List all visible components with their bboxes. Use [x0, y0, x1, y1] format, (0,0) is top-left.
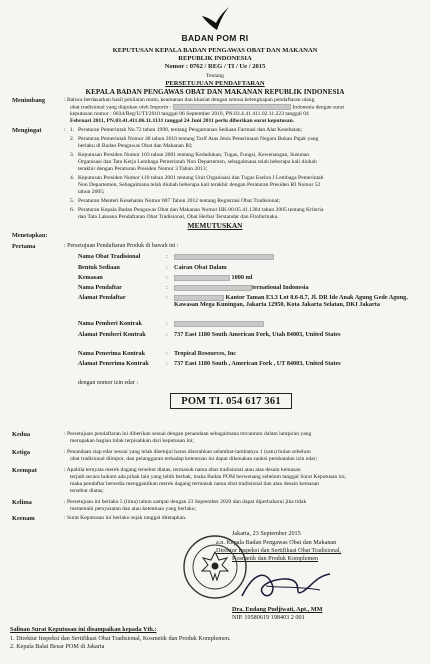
sign-an: a.n. Kepala Badan Pengawas Obat dan Makanan [216, 539, 337, 546]
memutuskan-heading: MEMUTUSKAN [187, 221, 243, 230]
mengingat-num-1: 1. [70, 127, 75, 133]
mengingat-item-6: Peraturan Kepala Badan Pengawas Obat dan Makanan Nomor HK.00.05.41.1384 tahun 2005 tentang Kriteria dan Tata Laksana Pendaftaran Obat Tradisional, Obat Herbal Terstandar dan Fitofarmaka. [78, 207, 324, 220]
mengingat-num-2: 2. [70, 136, 75, 142]
keempat-text: : Apabila ternyata merek dagang tersebut diatas, termasuk nama obat tradisional atau atas desain kemasan terjadi secara hukum ada pihak lain yang lebih berhak, maka Badan POM berwenang sebelum tanggal Surat Keputusan ini, maka pendaftar bersedia menggantikan merek dagang termasuk nama obat tradisional dan atau desain kemasan tersebut diatas; [64, 467, 347, 494]
redacted-registrant [174, 285, 252, 291]
menimbang-label: Menimbang [12, 97, 46, 104]
title-line2: REPUBLIK INDONESIA [178, 55, 252, 62]
sign-dept1: Direktur Inspeksi dan Sertifikasi Obat Tradisional, [216, 547, 342, 554]
decree-subject: PERSETUJUAN PENDAFTARAN [165, 80, 265, 87]
keenam-label: Keenam [12, 515, 35, 522]
decree-number: Nomor : 0762 / REG / TI / Ue / 2015 [164, 63, 266, 70]
kedua-text: : Persetujuan pendaftaran ini diberikan sesuai dengan penandaan sebagaimana tercantum dalam lampiran yang merupakan bagian tidak terpisahkan dari keputusan ini; [64, 431, 312, 444]
decree-authority: KEPALA BADAN PENGAWAS OBAT DAN MAKANAN REPUBLIK INDONESIA [85, 88, 345, 96]
tentang-label: Tentang [206, 73, 224, 79]
redacted-address [174, 295, 224, 301]
menimbang-text-c: keputusan nomor : 0034/Reg/U/TI/2010 tanggal 06 September 2010, PN.03.4.41.411.02.11.223 tanggal 04 [70, 111, 309, 117]
keempat-label: Keempat [12, 467, 37, 474]
field-label-nama-pendaftar: Nama Pendaftar [78, 284, 122, 291]
menimbang-text-d: Februari 2011, PN.03.41.411.06.11.1131 tanggal 24 Juni 2011 perlu diberikan surat keputusan. [70, 118, 295, 124]
title-line1: KEPUTUSAN KEPALA BADAN PENGAWAS OBAT DAN MAKANAN [112, 47, 318, 54]
mengingat-num-3: 3. [70, 152, 75, 158]
mengingat-item-1: Peraturan Pemerintah No.72 tahun 1998, tentang Pengamanan Sediaan Farmasi dan Alat Kesehatan; [78, 127, 303, 133]
mengingat-item-5: Peraturan Menteri Kesehatan Nomor 007 Tahun 2012 tentang Registrasi Obat Tradisional; [78, 198, 281, 204]
sign-nip: NIP. 19580619 198403 2 001 [232, 614, 305, 621]
menetapkan-label: Menetapkan: [12, 232, 48, 239]
field-value-penerima-kontrak: Tropical Resources, Inc [174, 350, 237, 357]
kelima-text: : Persetujuan ini berlaku 5 (lima) tahun sampai dengan 23 September 2020 dan dapat diperbaharui jika tidak memenuhi persyaratan dan atau ketentuan yang berlaku; [64, 499, 307, 512]
field-label-nama-obat: Nama Obat Tradisional [78, 253, 141, 260]
field-label-kemasan: Kemasan [78, 274, 103, 281]
sign-dept2: Kosmetik dan Produk Komplemen [232, 555, 319, 562]
ketiga-label: Ketiga [12, 449, 31, 456]
keenam-text: : Surat Keputusan ini berlaku sejak tanggal ditetapkan. [64, 515, 187, 521]
menimbang-text-b: obat tradisional yang diajukan oleh Importir : Indonesia dengan surat [70, 104, 344, 111]
field-label-alamat-penerima: Alamat Penerima Kontrak [78, 360, 149, 367]
pertama-label: Pertama [12, 243, 36, 250]
sign-place-date: Jakarta, 23 September 2015 [232, 530, 301, 537]
kedua-label: Kedua [12, 431, 31, 438]
footer-item-1: 1. Direktur Inspeksi dan Sertifikasi Obat Tradisional, Kosmetik dan Produk Komplemen. [10, 635, 231, 642]
footer-title: Salinan Surat Keputusan ini disampaikan kepada Yth.: [10, 626, 157, 633]
field-value-nama-obat [174, 253, 424, 260]
mengingat-item-2: Peraturan Pemerintah Nomor 48 tahun 2010 tentang Tarif Atas Jenis Penerimaan Negara Bukan Pajak yang berlaku di Badan Pengawas Obat dan Makanan RI; [78, 136, 319, 149]
redacted-packaging [174, 275, 230, 281]
redacted-product-name [174, 254, 274, 260]
bpom-logo-icon [200, 6, 230, 32]
menimbang-text-a: : Bahwa berdasarkan hasil penilaian mutu, keamanan dan khasiat dengan semua kelengkapan pendaftaran ulang [64, 97, 315, 103]
sign-name: Dra. Endang Pudjiwati, Apt., MM [232, 606, 323, 613]
field-value-alamat-penerima: 737 East 1180 South , American Fork , UT 84003, United States [174, 360, 341, 367]
field-value-nama-pendaftar: ternational Indonesia [174, 284, 424, 291]
mengingat-num-6: 6. [70, 207, 75, 213]
mengingat-item-4: Keputusan Presiden Nomor 110 tahun 2001 tentang Unit Organisasi dan Tugas Eselon I Lembaga Pemerintah Non Departemen, Sebagaimana telah diubah beberapa kali terakhir dengan Peraturan Presiden RI Nomor 52 tahun 2005; [78, 175, 324, 195]
field-value-alamat-pemberi: 737 East 1180 South American Fork, Utah 84003, United States [174, 331, 341, 338]
field-value-bentuk-sediaan: Cairan Obat Dalam [174, 264, 227, 271]
izin-label: dengan nomor izin edar : [78, 380, 138, 386]
redacted-contract-giver [174, 321, 264, 327]
footer-item-2: 2. Kepala Balai Besar POM di Jakarta [10, 643, 105, 650]
field-label-penerima-kontrak: Nama Penerima Kontrak [78, 350, 146, 357]
kelima-label: Kelima [12, 499, 32, 506]
mengingat-item-3: Keputusan Presiden Nomor 103 tahun 2001 tentang Kedudukan, Tugas, Fungsi, Kewenangan, Susunan Organisasi dan Tata Kerja Lembaga Pemerintah Non Departemen, sebagaimana telah beberapa kali diubah terakhir dengan Peraturan Presiden Nomor 3 Tahun 2013; [78, 152, 317, 172]
ketiga-text: : Penandaan siap edar sesuai yang telah disetujui harus diserahkan selambat-lambatnya 1 (satu) bulan sebelum obat tradisional diimpor, dan pelanggaran terhadap ketentuan ini dapat dikenakan sanksi pembatalan izin edar; [64, 449, 318, 462]
brand-name: BADAN POM RI [181, 33, 249, 43]
pertama-intro: : Persetujuan Pendaftaran Produk di bawah ini : [64, 243, 179, 249]
mengingat-label: Mengingat [12, 127, 42, 134]
izin-number-box: POM TI. 054 617 361 [170, 393, 292, 409]
document-page: BADAN POM RI KEPUTUSAN KEPALA BADAN PENGAWAS OBAT DAN MAKANAN REPUBLIK INDONESIA Nomor : 0762 / REG / TI / Ue / 2015 Tentang PERSETUJUAN PENDAFTARAN KEPALA BADAN PENGAWAS OBAT DAN MAKANAN REPUBLIK INDONESIA Menimbang : Bahwa berdasarkan hasil penilaian mutu, keamanan dan khasiat dengan semua kelengkapan pendaftaran ulang obat tradisional yang diajukan oleh Importir : Indonesia dengan surat keputusan nomor : 0034/Reg/U/TI/2010 tanggal 06 September 2010, PN.03.4.41.411.02.11.223 tanggal 04 Februari 2011, PN.03.41.411.06.11.1131 tanggal 24 Juni 2011 perlu diberikan surat keputusan. Mengingat : 1. Peraturan Pemerintah No.72 tahun 1998, tentang Pengamanan Sediaan Farmasi dan Alat Kesehatan; 2. Peraturan Pemerintah Nomor 48 tahun 2010 tentang Tarif Atas Jenis Penerimaan Negara Bukan Pajak yang berlaku di Badan Pengawas Obat dan Makanan RI; 3. Keputusan Presiden Nomor 103 tahun 2001 tentang Kedudukan, Tugas, Fungsi, Kewenangan, Susunan Organisasi dan Tata Kerja Lembaga Pemerintah Non Departemen, sebagaimana telah beberapa kali diubah terakhir dengan Peraturan Presiden Nomor 3 Tahun 2013; 4. Keputusan Presiden Nomor 110 tahun 2001 tentang Unit Organisasi dan Tugas Eselon I Lembaga Pemerintah Non Departemen, Sebagaimana telah diubah beberapa kali terakhir dengan Peraturan Presiden RI Nomor 52 tahun 2005; 5. Peraturan Menteri Kesehatan Nomor 007 Tahun 2012 tentang Registrasi Obat Tradisional; 6. Peraturan Kepala Badan Pengawas Obat dan Makanan Nomor HK.00.05.41.1384 tahun 2005 tentang Kriteria dan Tata Laksana Pendaftaran Obat Tradisional, Obat Herbal Terstandar dan Fitofarmaka. MEMUTUSKAN Menetapkan: Pertama : Persetujuan Pendaftaran Produk di bawah ini : Nama Obat Tradisional : Bentuk Sediaan : Cairan Obat Dalam Kemasan : 1000 ml Nama Pendaftar : ternational Indonesia Alamat Pendaftar : Kantor Taman E3.3 Lot 8.6-8.7, Jl. DR Ide Anak Agung Gede Agung, Kawasan Mega Kuningan, Jakarta 12950, Kota Jakarta Selatan, DKI Jakarta Nama Pemberi Kontrak : Alamat Pemberi Kontrak : 737 East 1180 South American Fork, Utah 84003, United States Nama Penerima Kontrak : Tropical Resources, Inc Alamat Penerima Kontrak : 737 East 1180 South , American Fork , UT 84003, United States dengan nomor izin edar : POM TI. 054 617 361 Kedua : Persetujuan pendaftaran ini diberikan sesuai dengan penandaan sebagaimana tercantum dalam lampiran yang merupakan bagian tidak terpisahkan dari keputusan ini; Ketiga : Penandaan siap edar sesuai yang telah disetujui harus diserahkan selambat-lambatnya 1 (satu) bulan sebelum obat tradisional diimpor, dan pelanggaran terhadap ketentuan ini dapat dikenakan sanksi pembatalan izin edar; Keempat : Apabila ternyata merek dagang tersebut diatas, termasuk nama obat tradisional atau atas desain kemasan terjadi secara hukum ada pihak lain yang lebih berhak, maka Badan POM berwenang sebelum tanggal Surat Keputusan ini, maka pendaftar bersedia menggantikan merek dagang termasuk nama obat tradisional dan atau desain kemasan tersebut diatas; Kelima : Persetujuan ini berlaku 5 (lima) tahun sampai dengan 23 September 2020 dan dapat diperbaharui jika tidak memenuhi persyaratan dan atau ketentuan yang berlaku; Keenam : Surat Keputusan ini berlaku sejak tanggal ditetapkan. Jakarta, 23 September 2015 a.n. Kepala Badan Pengawas Obat dan Makanan Direktur Inspeksi dan Sertifikasi Obat Tradisional, Kosmetik dan Produk Komplemen Dra. Endang Pudjiwati, Apt., MM NIP. 19580619 198403 2 001 Salinan Surat Keputusan ini disampaikan kepada Yth.: 1. Direktur Inspeksi dan Sertifikasi Obat Tradisional, Kosmetik dan Produk Komplemen. 2. Kepala Balai Besar POM di Jakarta [0, 0, 430, 664]
mengingat-num-4: 4. [70, 175, 75, 181]
field-value-kemasan: 1000 ml [174, 274, 424, 281]
field-label-alamat-pendaftar: Alamat Pendaftar [78, 294, 126, 301]
field-value-pemberi-kontrak [174, 320, 424, 327]
field-label-bentuk-sediaan: Bentuk Sediaan [78, 264, 120, 271]
handwritten-signature-icon [236, 566, 336, 606]
field-label-alamat-pemberi: Alamat Pemberi Kontrak [78, 331, 146, 338]
field-value-alamat-pendaftar: Kantor Taman E3.3 Lot 8.6-8.7, Jl. DR Ide Anak Agung Gede Agung, Kawasan Mega Kuningan, Jakarta 12950, Kota Jakarta Selatan, DKI Jakarta [174, 294, 408, 309]
redacted-importer [173, 104, 291, 110]
field-label-pemberi-kontrak: Nama Pemberi Kontrak [78, 320, 142, 327]
mengingat-num-5: 5. [70, 198, 75, 204]
